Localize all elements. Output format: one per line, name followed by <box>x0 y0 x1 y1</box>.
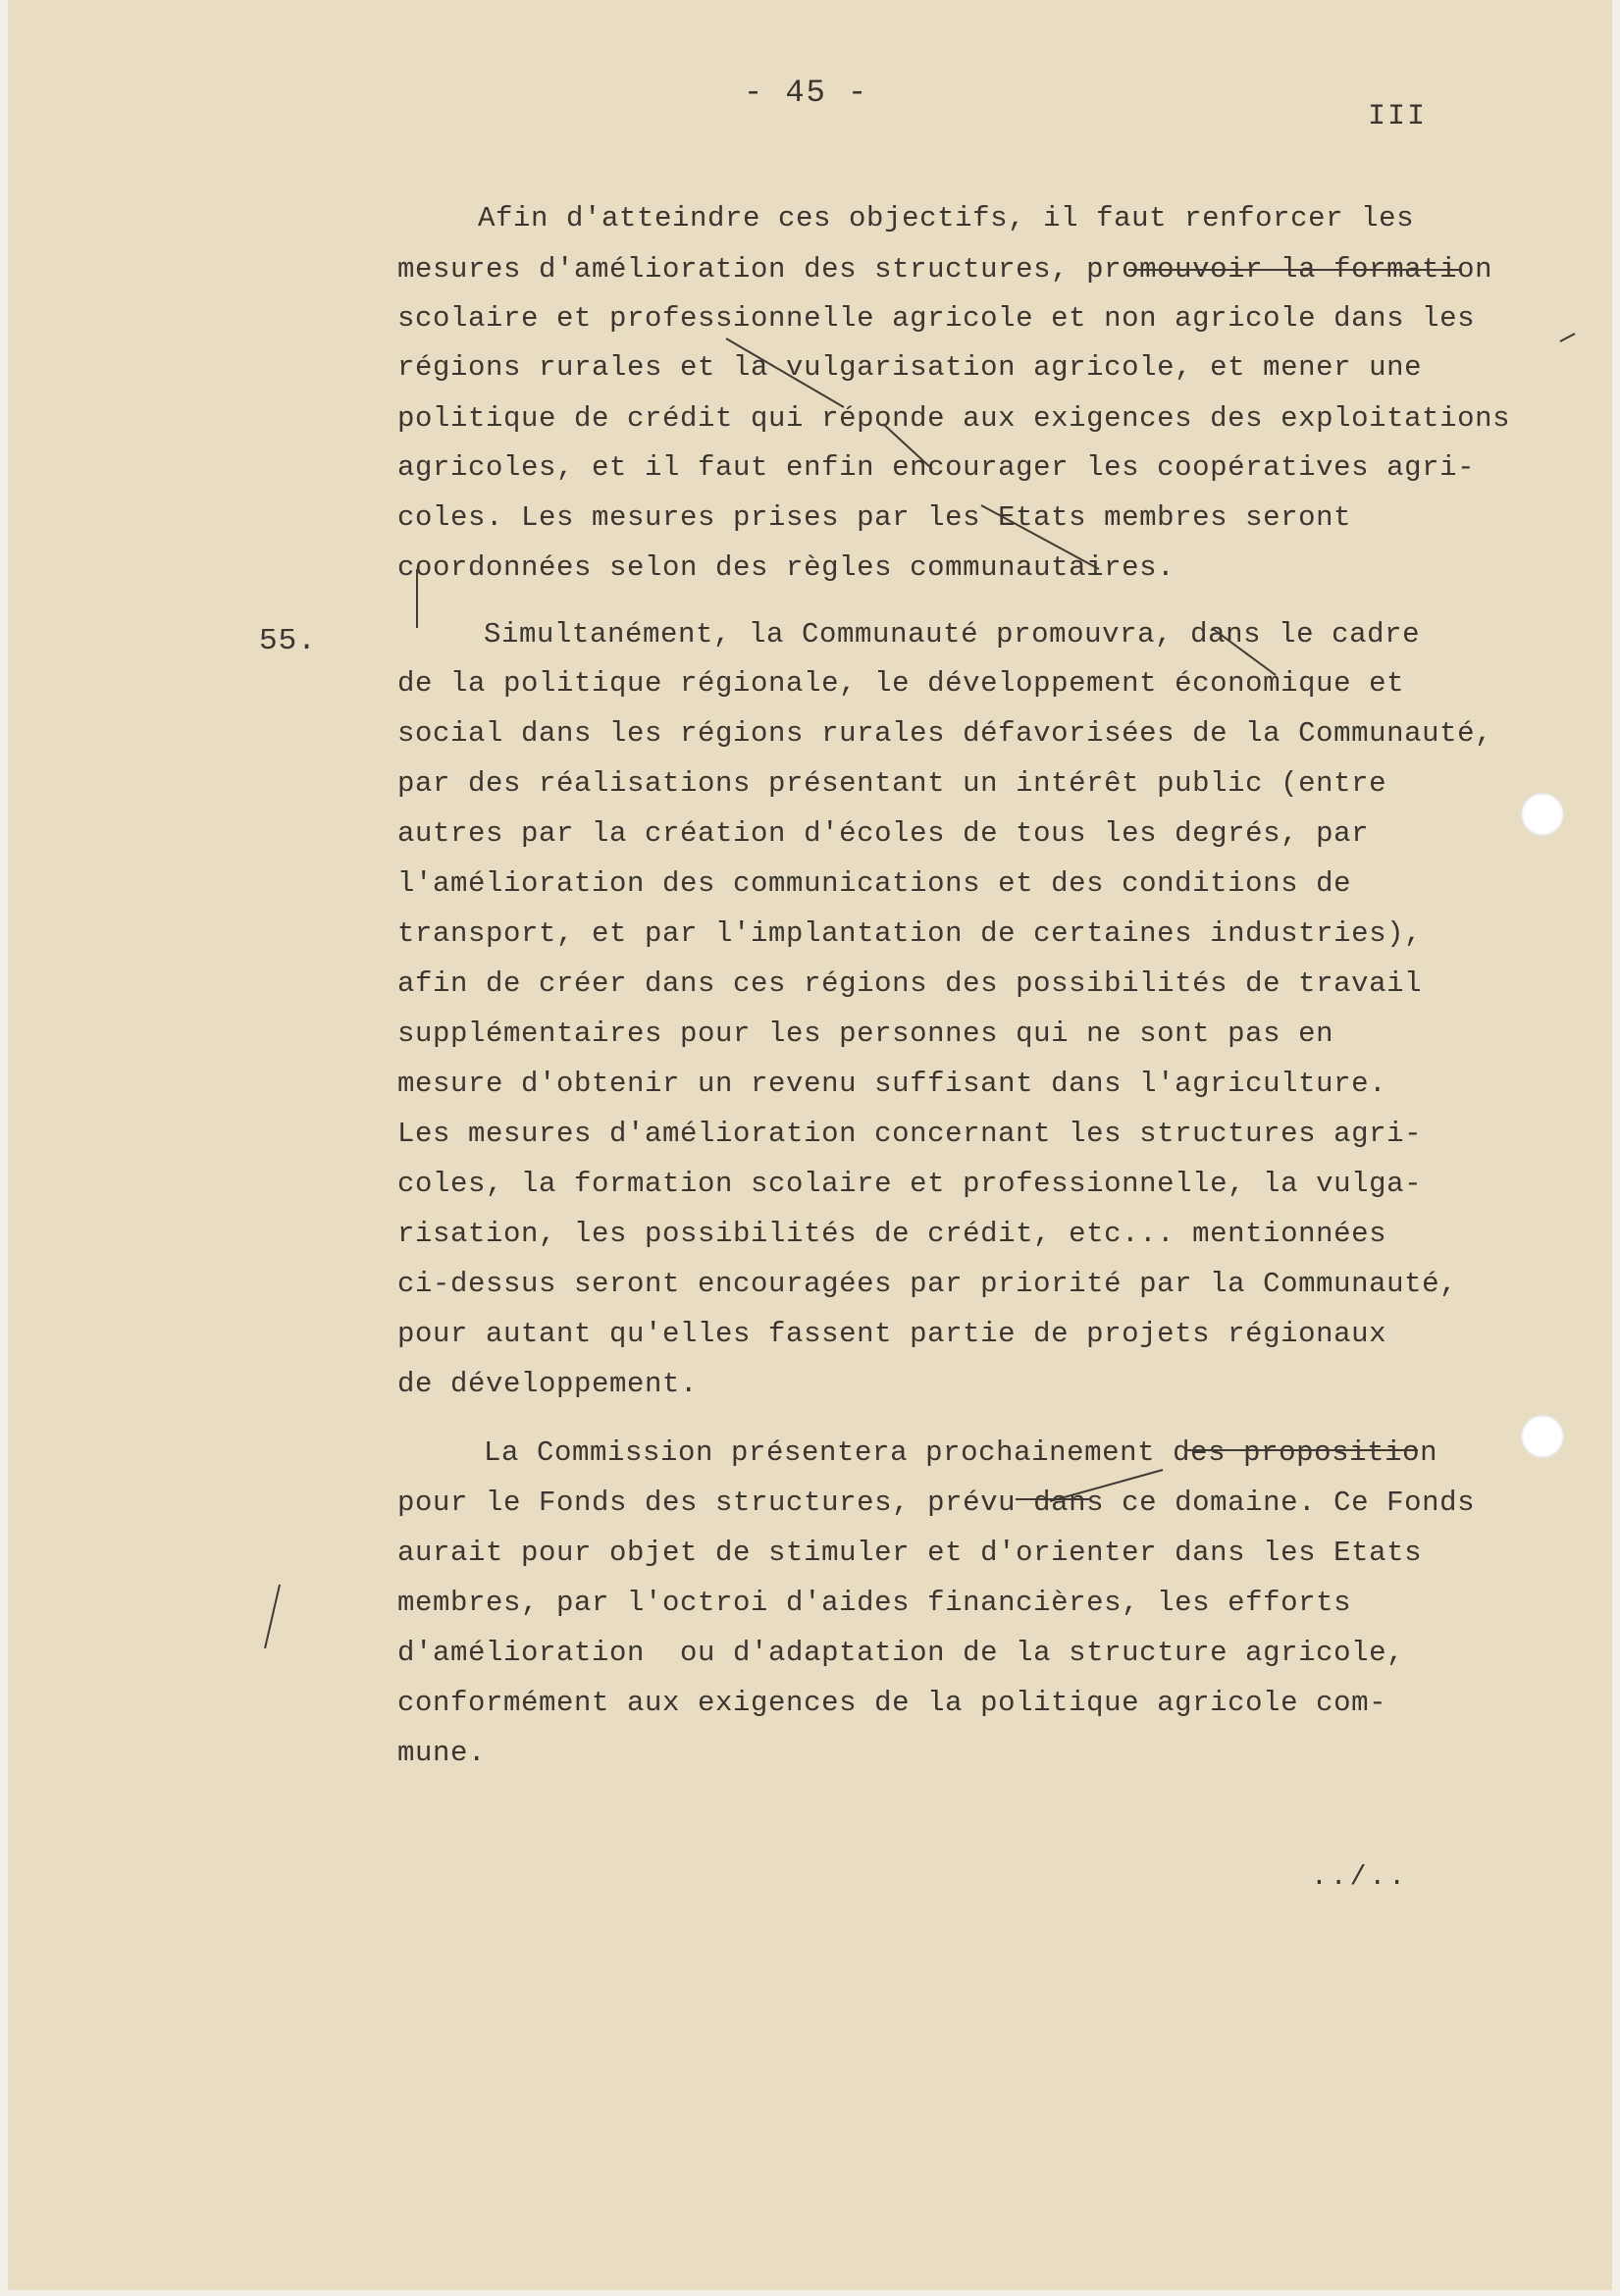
paragraph-1-line: coles. Les mesures prises par les Etats membres seront <box>397 501 1352 534</box>
paragraph-3-line: La Commission présentera prochainement des proposition <box>484 1436 1438 1469</box>
paragraph-2-line: Les mesures d'amélioration concernant les structures agri- <box>397 1118 1423 1150</box>
paper-edge-right <box>1612 0 1620 2296</box>
punch-hole <box>1521 793 1564 836</box>
paragraph-2-line: pour autant qu'elles fassent partie de projets régionaux <box>397 1318 1387 1350</box>
paper-edge-bottom <box>0 2290 1620 2296</box>
continuation-mark: ../.. <box>1311 1862 1409 1893</box>
margin-mark <box>1560 334 1575 341</box>
paragraph-1-line: mesures d'amélioration des structures, promouvoir la formation <box>397 253 1493 286</box>
margin-mark <box>265 1585 280 1648</box>
paragraph-2-line: coles, la formation scolaire et professionnelle, la vulga- <box>397 1168 1423 1200</box>
paragraph-3-line: d'amélioration ou d'adaptation de la structure agricole, <box>397 1637 1405 1669</box>
paragraph-2-line: Simultanément, la Communauté promouvra, dans le cadre <box>484 618 1421 651</box>
paragraph-number: 55. <box>259 624 317 658</box>
paper-edge-left <box>0 0 8 2296</box>
paragraph-2-line: supplémentaires pour les personnes qui ne sont pas en <box>397 1018 1334 1050</box>
paragraph-1-line: agricoles, et il faut enfin encourager les coopératives agri- <box>397 451 1476 484</box>
paragraph-2-line: afin de créer dans ces régions des possibilités de travail <box>397 967 1423 1000</box>
paragraph-1-line: politique de crédit qui réponde aux exigences des exploitations <box>397 402 1511 435</box>
paragraph-1-line: régions rurales et la vulgarisation agricole, et mener une <box>397 351 1423 384</box>
paragraph-1-line: coordonnées selon des règles communautaires. <box>397 551 1176 584</box>
paragraph-2-line: social dans les régions rurales défavorisées de la Communauté, <box>397 717 1493 750</box>
page-number: - 45 - <box>744 75 869 111</box>
paragraph-2-line: de développement. <box>397 1368 699 1400</box>
paragraph-2-line: ci-dessus seront encouragées par priorité par la Communauté, <box>397 1268 1458 1300</box>
paragraph-1-line: Afin d'atteindre ces objectifs, il faut renforcer les <box>478 202 1415 235</box>
paragraph-1-line: scolaire et professionnelle agricole et non agricole dans les <box>397 302 1476 335</box>
paragraph-3-line: mune. <box>397 1737 487 1769</box>
paragraph-2-line: par des réalisations présentant un intérêt public (entre <box>397 767 1387 800</box>
paragraph-2-line: de la politique régionale, le développement économique et <box>397 667 1405 700</box>
paragraph-3-line: conformément aux exigences de la politique agricole com- <box>397 1687 1387 1719</box>
section-mark: III <box>1368 100 1428 133</box>
paragraph-3-line: aurait pour objet de stimuler et d'orienter dans les Etats <box>397 1537 1423 1569</box>
punch-hole <box>1521 1415 1564 1458</box>
paragraph-2-line: transport, et par l'implantation de certaines industries), <box>397 917 1423 950</box>
paragraph-2-line: autres par la création d'écoles de tous les degrés, par <box>397 817 1370 850</box>
paragraph-3-line: membres, par l'octroi d'aides financières, les efforts <box>397 1587 1352 1619</box>
paragraph-2-line: risation, les possibilités de crédit, etc... mentionnées <box>397 1218 1387 1250</box>
paragraph-3-line: pour le Fonds des structures, prévu dans ce domaine. Ce Fonds <box>397 1487 1476 1519</box>
paragraph-2-line: mesure d'obtenir un revenu suffisant dans l'agriculture. <box>397 1068 1387 1100</box>
paragraph-2-line: l'amélioration des communications et des conditions de <box>397 867 1352 900</box>
